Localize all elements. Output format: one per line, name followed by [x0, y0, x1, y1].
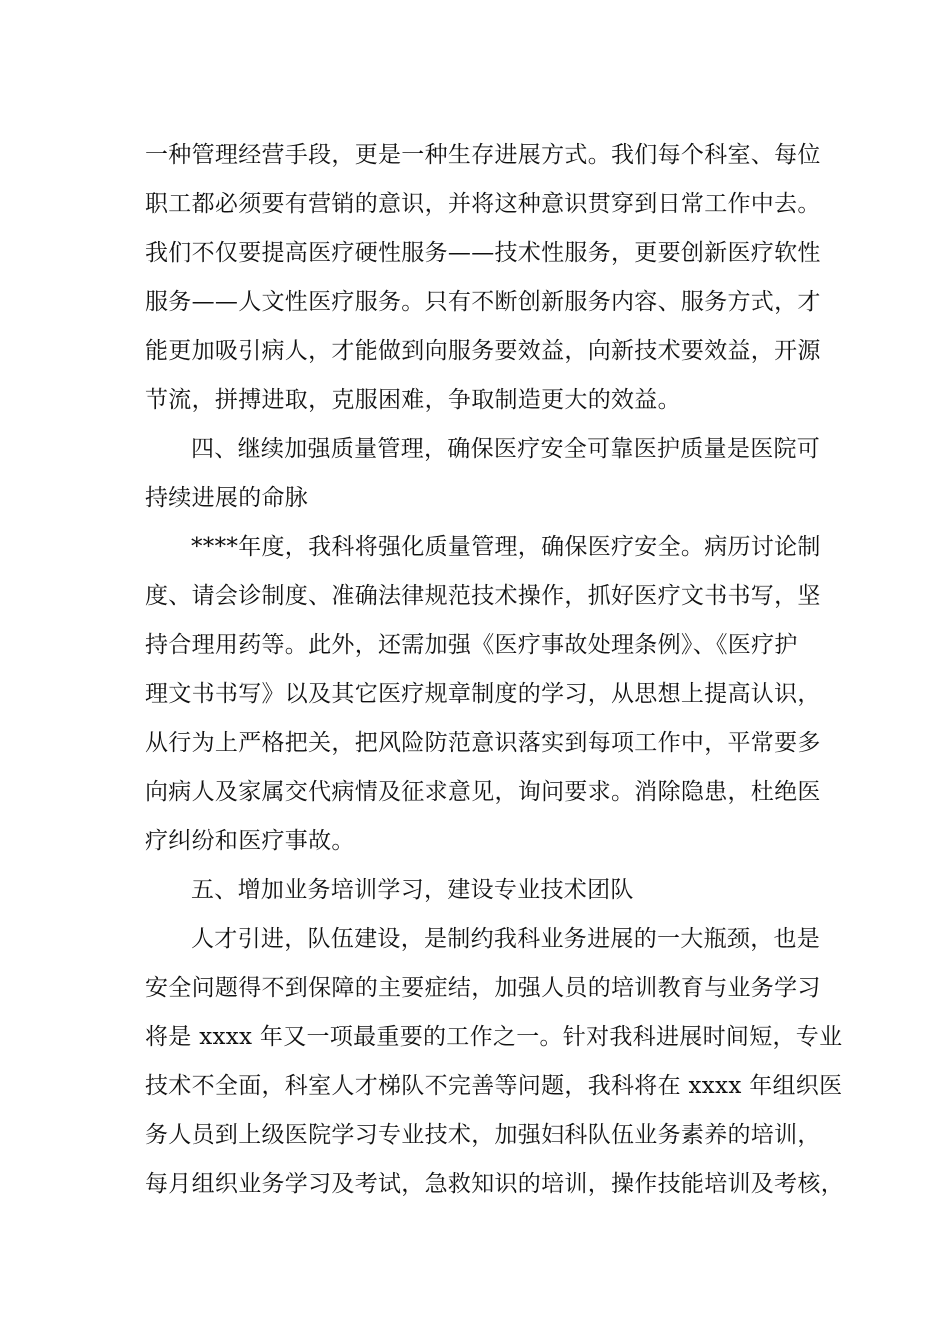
text-line: 将是 xxxx 年又一项最重要的工作之一。针对我科进展时间短，专业 — [145, 1024, 843, 1050]
text-line: 疗纠纷和医疗事故。 — [145, 828, 355, 854]
text-line: 向病人及家属交代病情及征求意见，询问要求。消除隐患，杜绝医 — [145, 779, 821, 805]
section-heading-5: 五、增加业务培训学习，建设专业技术团队 — [191, 877, 634, 903]
section-heading-4-cont: 持续进展的命脉 — [145, 485, 309, 511]
text-line: 职工都必须要有营销的意识，并将这种意识贯穿到日常工作中去。 — [145, 191, 821, 217]
section-heading-4: 四、继续加强质量管理，确保医疗安全可靠医护质量是医院可 — [191, 436, 821, 462]
text-line: 理文书书写》以及其它医疗规章制度的学习，从思想上提高认识， — [145, 681, 821, 707]
text-line: 人才引进，队伍建设，是制约我科业务进展的一大瓶颈，也是 — [191, 926, 821, 952]
text-line: 务人员到上级医院学习专业技术，加强妇科队伍业务素养的培训， — [145, 1122, 821, 1148]
text-line: 技术不全面，科室人才梯队不完善等问题，我科将在 xxxx 年组织医 — [145, 1073, 843, 1099]
text-line: 能更加吸引病人，才能做到向服务要效益，向新技术要效益，开源 — [145, 338, 821, 364]
text-line: 持合理用药等。此外，还需加强《医疗事故处理条例》、《医疗护 — [145, 632, 798, 658]
text-line: 我们不仅要提高医疗硬性服务——技术性服务，更要创新医疗软性 — [145, 240, 821, 266]
text-line: 安全问题得不到保障的主要症结，加强人员的培训教育与业务学习 — [145, 975, 821, 1001]
text-line: 服务——人文性医疗服务。只有不断创新服务内容、服务方式，才 — [145, 289, 821, 315]
text-line: 从行为上严格把关，把风险防范意识落实到每项工作中，平常要多 — [145, 730, 821, 756]
text-line: 一种管理经营手段，更是一种生存进展方式。我们每个科室、每位 — [145, 142, 821, 168]
text-line: 度、请会诊制度、准确法律规范技术操作，抓好医疗文书书写，坚 — [145, 583, 821, 609]
text-line: 每月组织业务学习及考试，急救知识的培训，操作技能培训及考核， — [145, 1171, 844, 1197]
document-body — [145, 131, 844, 1209]
text-line: ****年度，我科将强化质量管理，确保医疗安全。病历讨论制 — [191, 534, 821, 560]
text-line: 节流，拼搏进取，克服困难，争取制造更大的效益。 — [145, 387, 681, 413]
